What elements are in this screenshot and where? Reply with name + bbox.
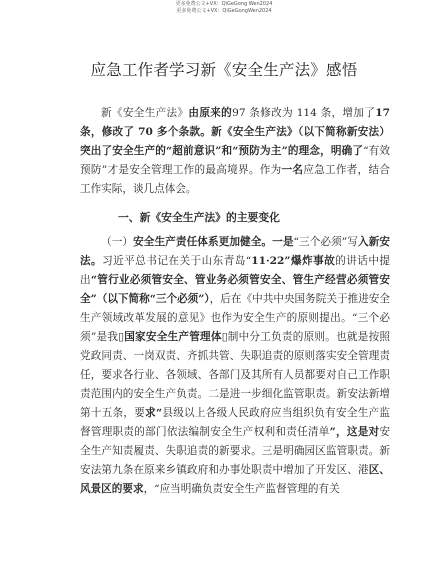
document-title: 应急工作者学习新《安全生产法》感悟 xyxy=(90,61,358,79)
watermark-line-2: 更多免费公文+VX：QiGeGongWen2024 xyxy=(176,8,272,14)
watermark xyxy=(0,1,448,15)
watermark-line-1: 更多免费公文+VX：QiGeGong Wen2024 xyxy=(175,1,273,7)
intro-paragraph: 新《安全生产法》由原来的97 条修改为 114 条，增加了17 条，修改了 70 多个条款。新《安全生产法》（以下简称新安法）突出了安全生产的“超前意识”和“预防为主”的理念，明确了“有效预防”才是安全管理工作的最高境界。作为一名应急工作者，结合工作实际，谈几点体会。 xyxy=(80,107,391,195)
subsection-paragraph-1: （一）安全生产责任体系更加健全。一是“三个必须”写入新安法。习近平总书记在关于山东青岛“11·22”爆炸事故的讲话中提出“管行业必须管安全、管业务必须管安全、管生产经营必须管安全”（以下简称“三个必须”），后在《中共中央国务院关于推进安全生产领域改革发展的意见》也作为安全生产的原则提出。“三个必须”是我▯国家安全生产管理体▯制中分工负责的原则。也就是按照党政同责、一岗双责、齐抓共管、失职追责的原则落实安全管理责任，要求各行业、各领域、各部门及其所有人员都要对自己工作职责范围内的安全生产负责。二是进一步细化监管职责。新安法新增第十五条，要求“县级以上各级人民政府应当组织负有安全生产监督管理职责的部门依法编制安全生产权利和责任清单”，这是对安全生产知责履责、失职追责的新要求。三是明确园区监管职责。新安法第九条在原来乡镇政府和办事处职责中增加了开发区、港区、风景区的要求，“应当明确负责安全生产监督管理的有关 xyxy=(80,236,391,495)
section-heading-1: 一、新《安全生产法》的主要变化 xyxy=(118,211,280,224)
